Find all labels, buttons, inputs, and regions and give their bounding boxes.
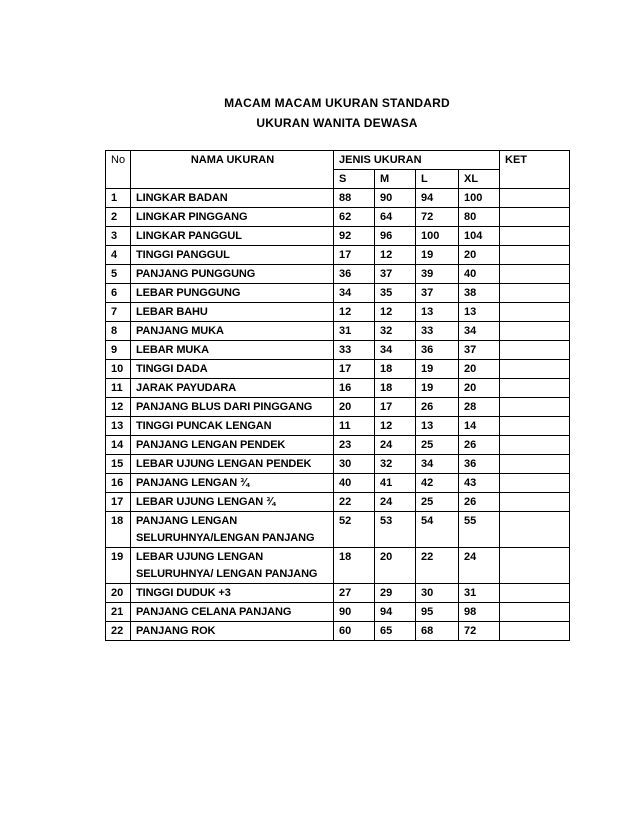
row-size-m: 17 <box>375 398 416 417</box>
table-row <box>106 227 570 246</box>
row-size-s: 27 <box>334 584 375 603</box>
size-table <box>105 150 570 641</box>
row-no: 9 <box>106 341 131 360</box>
table-row <box>106 474 570 493</box>
row-size-s: 34 <box>334 284 375 303</box>
row-ket <box>500 603 570 622</box>
table-row <box>106 436 570 455</box>
row-size-s: 22 <box>334 493 375 512</box>
row-size-m: 34 <box>375 341 416 360</box>
row-size-m: 32 <box>375 455 416 474</box>
row-ket <box>500 227 570 246</box>
row-size-xl: 37 <box>459 341 500 360</box>
row-size-m: 24 <box>375 493 416 512</box>
row-ket <box>500 398 570 417</box>
row-ket <box>500 303 570 322</box>
row-size-s: 18 <box>334 548 375 584</box>
row-size-m: 37 <box>375 265 416 284</box>
row-size-m: 35 <box>375 284 416 303</box>
row-no: 11 <box>106 379 131 398</box>
row-size-l: 95 <box>416 603 459 622</box>
header-size-s: S <box>334 170 375 189</box>
row-size-m: 29 <box>375 584 416 603</box>
row-size-l: 13 <box>416 303 459 322</box>
row-size-l: 34 <box>416 455 459 474</box>
row-size-xl: 26 <box>459 436 500 455</box>
row-size-xl: 34 <box>459 322 500 341</box>
row-no: 8 <box>106 322 131 341</box>
row-ket <box>500 512 570 548</box>
row-no: 19 <box>106 548 131 584</box>
row-size-s: 12 <box>334 303 375 322</box>
table-row <box>106 189 570 208</box>
table-row <box>106 360 570 379</box>
row-name: LINGKAR PINGGANG <box>131 208 334 227</box>
table-row <box>106 417 570 436</box>
row-no: 6 <box>106 284 131 303</box>
table-row <box>106 341 570 360</box>
row-name: LINGKAR BADAN <box>131 189 334 208</box>
row-name: PANJANG LENGAN SELURUHNYA/LENGAN PANJANG <box>131 512 334 548</box>
row-no: 15 <box>106 455 131 474</box>
row-no: 14 <box>106 436 131 455</box>
table-row <box>106 246 570 265</box>
row-size-l: 25 <box>416 493 459 512</box>
row-name: JARAK PAYUDARA <box>131 379 334 398</box>
row-no: 1 <box>106 189 131 208</box>
row-size-m: 41 <box>375 474 416 493</box>
row-name: TINGGI DUDUK +3 <box>131 584 334 603</box>
row-size-xl: 104 <box>459 227 500 246</box>
row-name: PANJANG ROK <box>131 622 334 641</box>
row-ket <box>500 341 570 360</box>
header-no: No <box>106 151 131 170</box>
row-ket <box>500 622 570 641</box>
row-name: LEBAR UJUNG LENGAN SELURUHNYA/ LENGAN PANJANG <box>131 548 334 584</box>
row-size-s: 17 <box>334 246 375 265</box>
header-name-blank <box>131 170 334 189</box>
row-size-m: 18 <box>375 379 416 398</box>
row-name: LEBAR BAHU <box>131 303 334 322</box>
header-jenis: JENIS UKURAN <box>334 151 500 170</box>
row-ket <box>500 584 570 603</box>
row-size-xl: 20 <box>459 379 500 398</box>
header-name: NAMA UKURAN <box>131 151 334 170</box>
row-no: 5 <box>106 265 131 284</box>
row-size-l: 39 <box>416 265 459 284</box>
row-size-m: 53 <box>375 512 416 548</box>
row-size-m: 24 <box>375 436 416 455</box>
row-name: PANJANG CELANA PANJANG <box>131 603 334 622</box>
row-size-xl: 40 <box>459 265 500 284</box>
row-ket <box>500 265 570 284</box>
row-size-s: 88 <box>334 189 375 208</box>
row-ket <box>500 493 570 512</box>
row-ket <box>500 360 570 379</box>
row-no: 2 <box>106 208 131 227</box>
row-name: PANJANG PUNGGUNG <box>131 265 334 284</box>
row-size-m: 18 <box>375 360 416 379</box>
row-ket <box>500 189 570 208</box>
header-ket: KET <box>500 151 570 189</box>
row-no: 17 <box>106 493 131 512</box>
row-size-s: 90 <box>334 603 375 622</box>
row-no: 16 <box>106 474 131 493</box>
row-size-l: 19 <box>416 246 459 265</box>
row-size-xl: 100 <box>459 189 500 208</box>
row-ket <box>500 455 570 474</box>
row-name: TINGGI DADA <box>131 360 334 379</box>
row-size-l: 25 <box>416 436 459 455</box>
row-size-l: 26 <box>416 398 459 417</box>
table-row <box>106 512 570 548</box>
row-name: PANJANG MUKA <box>131 322 334 341</box>
row-size-s: 16 <box>334 379 375 398</box>
row-size-xl: 38 <box>459 284 500 303</box>
header-row <box>106 151 570 170</box>
table-row <box>106 322 570 341</box>
table-row <box>106 548 570 584</box>
row-size-m: 94 <box>375 603 416 622</box>
table-row <box>106 265 570 284</box>
row-size-xl: 14 <box>459 417 500 436</box>
row-size-s: 40 <box>334 474 375 493</box>
header-size-xl: XL <box>459 170 500 189</box>
row-size-l: 33 <box>416 322 459 341</box>
row-size-l: 94 <box>416 189 459 208</box>
header-size-l: L <box>416 170 459 189</box>
row-no: 22 <box>106 622 131 641</box>
row-size-m: 64 <box>375 208 416 227</box>
row-name: LEBAR UJUNG LENGAN ¾ <box>131 493 334 512</box>
row-no: 10 <box>106 360 131 379</box>
table-row <box>106 622 570 641</box>
row-size-l: 68 <box>416 622 459 641</box>
row-size-s: 11 <box>334 417 375 436</box>
row-ket <box>500 246 570 265</box>
row-no: 4 <box>106 246 131 265</box>
row-name: TINGGI PUNCAK LENGAN <box>131 417 334 436</box>
row-size-l: 13 <box>416 417 459 436</box>
page-title: MACAM MACAM UKURAN STANDARD <box>224 96 450 110</box>
header-size-m: M <box>375 170 416 189</box>
row-name: PANJANG LENGAN ¾ <box>131 474 334 493</box>
row-ket <box>500 322 570 341</box>
header-no-blank <box>106 170 131 189</box>
row-size-xl: 13 <box>459 303 500 322</box>
row-no: 3 <box>106 227 131 246</box>
table-row <box>106 303 570 322</box>
row-size-m: 20 <box>375 548 416 584</box>
row-size-s: 23 <box>334 436 375 455</box>
row-name: TINGGI PANGGUL <box>131 246 334 265</box>
row-size-xl: 24 <box>459 548 500 584</box>
row-size-s: 62 <box>334 208 375 227</box>
table-row <box>106 603 570 622</box>
row-size-l: 19 <box>416 379 459 398</box>
row-size-s: 33 <box>334 341 375 360</box>
row-size-xl: 80 <box>459 208 500 227</box>
row-size-m: 12 <box>375 246 416 265</box>
row-size-l: 30 <box>416 584 459 603</box>
row-size-s: 52 <box>334 512 375 548</box>
row-size-s: 92 <box>334 227 375 246</box>
row-no: 12 <box>106 398 131 417</box>
row-size-m: 90 <box>375 189 416 208</box>
page-subtitle: UKURAN WANITA DEWASA <box>256 116 418 130</box>
row-ket <box>500 548 570 584</box>
row-name: LEBAR UJUNG LENGAN PENDEK <box>131 455 334 474</box>
row-size-xl: 26 <box>459 493 500 512</box>
row-size-xl: 72 <box>459 622 500 641</box>
row-size-xl: 20 <box>459 360 500 379</box>
row-size-m: 12 <box>375 303 416 322</box>
row-name: PANJANG BLUS DARI PINGGANG <box>131 398 334 417</box>
table-row <box>106 398 570 417</box>
row-name: LINGKAR PANGGUL <box>131 227 334 246</box>
table-row <box>106 208 570 227</box>
table-row <box>106 584 570 603</box>
row-size-l: 22 <box>416 548 459 584</box>
row-size-s: 36 <box>334 265 375 284</box>
row-size-xl: 28 <box>459 398 500 417</box>
row-size-l: 37 <box>416 284 459 303</box>
row-no: 20 <box>106 584 131 603</box>
row-size-m: 65 <box>375 622 416 641</box>
table-row <box>106 455 570 474</box>
row-size-l: 36 <box>416 341 459 360</box>
row-no: 21 <box>106 603 131 622</box>
row-size-m: 12 <box>375 417 416 436</box>
row-size-l: 42 <box>416 474 459 493</box>
row-name: LEBAR MUKA <box>131 341 334 360</box>
row-size-xl: 98 <box>459 603 500 622</box>
row-name: PANJANG LENGAN PENDEK <box>131 436 334 455</box>
row-size-xl: 43 <box>459 474 500 493</box>
row-size-m: 32 <box>375 322 416 341</box>
row-ket <box>500 208 570 227</box>
row-size-s: 60 <box>334 622 375 641</box>
row-size-l: 54 <box>416 512 459 548</box>
row-size-xl: 31 <box>459 584 500 603</box>
row-ket <box>500 474 570 493</box>
row-no: 18 <box>106 512 131 548</box>
row-size-l: 19 <box>416 360 459 379</box>
row-no: 13 <box>106 417 131 436</box>
row-size-l: 72 <box>416 208 459 227</box>
row-ket <box>500 379 570 398</box>
row-size-xl: 36 <box>459 455 500 474</box>
row-size-l: 100 <box>416 227 459 246</box>
row-size-s: 20 <box>334 398 375 417</box>
row-no: 7 <box>106 303 131 322</box>
row-ket <box>500 284 570 303</box>
row-size-m: 96 <box>375 227 416 246</box>
row-size-s: 30 <box>334 455 375 474</box>
row-size-s: 31 <box>334 322 375 341</box>
table-row <box>106 493 570 512</box>
table-row <box>106 379 570 398</box>
row-ket <box>500 436 570 455</box>
row-ket <box>500 417 570 436</box>
row-size-s: 17 <box>334 360 375 379</box>
row-size-xl: 20 <box>459 246 500 265</box>
row-name: LEBAR PUNGGUNG <box>131 284 334 303</box>
table-row <box>106 284 570 303</box>
row-size-xl: 55 <box>459 512 500 548</box>
